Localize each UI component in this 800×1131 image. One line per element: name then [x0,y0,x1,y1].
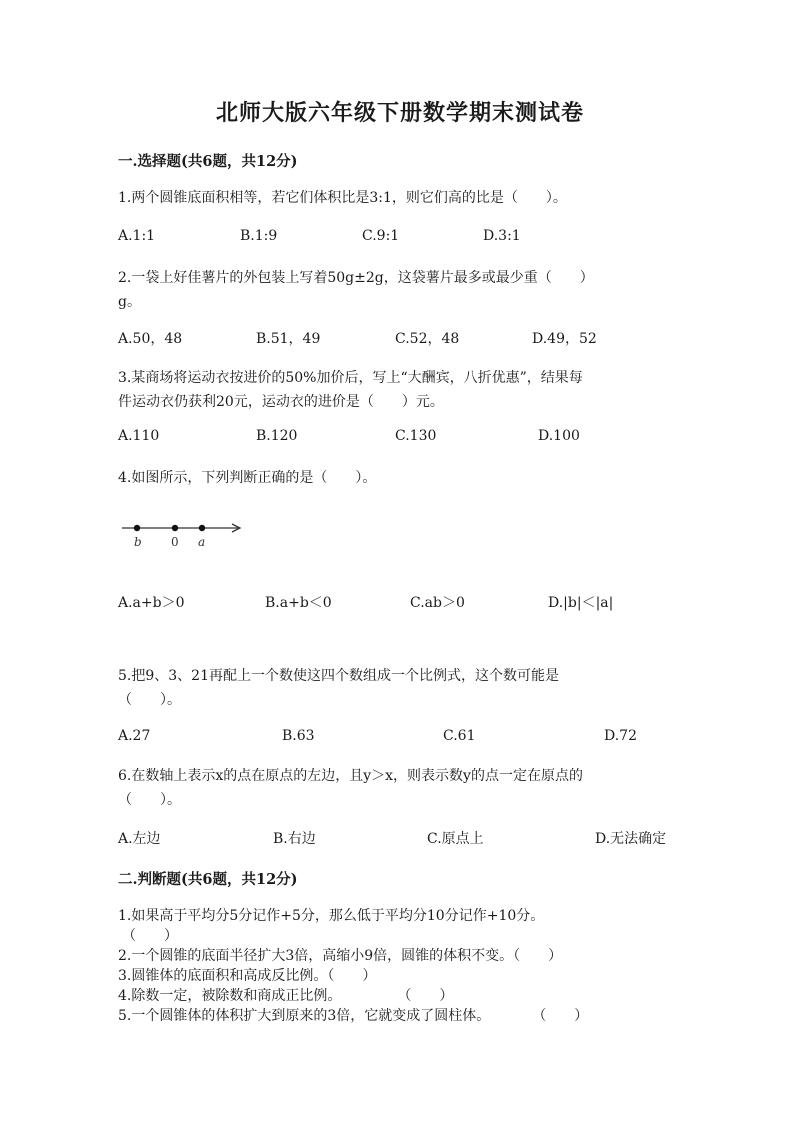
point-zero [172,525,178,531]
option-b: B.a+b＜0 [265,595,332,611]
option-c: C.61 [443,728,476,744]
section-heading-choice: 一.选择题(共6题，共12分) [118,153,298,170]
question-1 [118,186,678,210]
question-2 [118,266,678,314]
label-a: a [198,535,206,549]
point-a [199,525,205,531]
judge-question-4: 4.除数一定，被除数和商成正比例。 （ ） [118,988,454,1004]
option-c: C.原点上 [427,831,484,847]
judge-question-1: 1.如果高于平均分5分记作+5分，那么低于平均分10分记作+10分。 [118,908,545,924]
number-line-figure [120,518,250,550]
label-b: b [134,535,142,549]
option-a: A.27 [118,728,151,744]
question-2-options [118,328,718,350]
judge-question-3: 3.圆锥体的底面积和高成反比例。（ ） [118,968,377,984]
question-text-line-2: （ ）。 [118,692,181,708]
question-text-line-2: （ ）。 [118,792,181,808]
option-c: C.9:1 [362,228,400,244]
question-3-options [118,428,718,450]
question-text: 4.如图所示，下列判断正确的是（ ）。 [118,470,377,486]
option-b: B.120 [256,428,298,444]
option-a: A.110 [118,428,160,444]
question-5-options [118,728,718,750]
label-zero: 0 [171,535,179,549]
question-4-options [118,592,718,614]
option-d: D.无法确定 [595,831,667,847]
question-4 [118,466,678,490]
option-c: C.130 [395,428,437,444]
option-a: A.50，48 [118,331,183,347]
option-b: B.1:9 [240,228,278,244]
judge-question-5: 5.一个圆锥体的体积扩大到原来的3倍，它就变成了圆柱体。 （ ） [118,1008,589,1024]
question-text-line-1: 5.把9、3、21再配上一个数使这四个数组成一个比例式，这个数可能是 [118,668,559,684]
option-d: D.72 [604,728,637,744]
question-text-line-1: 2.一袋上好佳薯片的外包装上写着50g±2g，这袋薯片最多或最少重（ ） [118,270,594,286]
point-b [134,525,140,531]
question-text-line-1: 3.某商场将运动衣按进价的50%加价后，写上“大酬宾，八折优惠”，结果每 [118,370,583,386]
option-a: A.1:1 [118,228,156,244]
option-d: D.3:1 [483,228,521,244]
option-b: B.右边 [273,831,316,847]
question-text-line-2: g。 [118,294,141,310]
judge-question-list [118,906,718,1026]
option-d: D.|b|＜|a| [548,595,614,611]
question-3 [118,366,678,414]
option-d: D.49，52 [532,331,597,347]
question-text-line-2: 件运动衣仍获利20元，运动衣的进价是（ ）元。 [118,394,444,410]
option-b: B.63 [282,728,315,744]
page-title: 北师大版六年级下册数学期末测试卷 [215,100,584,126]
question-6-options [118,828,718,850]
option-b: B.51，49 [256,331,321,347]
option-a: A.左边 [118,831,161,847]
judge-question-2: 2.一个圆锥的底面半径扩大3倍，高缩小9倍，圆锥的体积不变。（ ） [118,948,563,964]
option-d: D.100 [538,428,580,444]
question-5 [118,664,678,712]
option-c: C.52，48 [395,331,460,347]
question-1-options [118,228,718,250]
question-text-line-1: 6.在数轴上表示x的点在原点的左边，且y＞x，则表示数y的点一定在原点的 [118,768,583,784]
section-heading-judge: 二.判断题(共6题，共12分) [118,871,298,888]
question-6 [118,764,678,812]
option-a: A.a+b＞0 [118,595,185,611]
judge-question-1-blank: （ ） [122,928,178,944]
option-c: C.ab＞0 [410,595,465,611]
question-text: 1.两个圆锥底面积相等，若它们体积比是3:1，则它们高的比是（ ）。 [118,190,567,206]
